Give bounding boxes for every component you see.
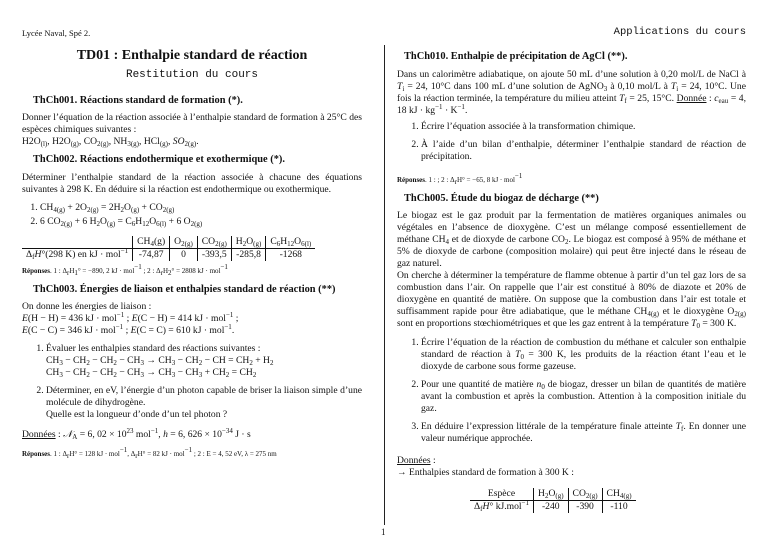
ex1-title: ThCh001. Réactions standard de formation (*). (33, 95, 243, 106)
table-header-cell (534, 488, 569, 501)
section-label: Applications du cours (613, 26, 746, 38)
text-run: · K (442, 105, 458, 116)
subscript: 1 (74, 269, 78, 277)
page-title: TD01 : Enthalpie standard de réaction (76, 48, 308, 63)
ex1-statement: Donner l’équation de la réaction associée à l’enthalpie standard de formation à 25°C des espèces chimiques suivantes : (22, 112, 362, 135)
subscript: r (66, 269, 70, 277)
ex5-table (470, 488, 636, 513)
ex5-q2 (421, 379, 746, 415)
table-value-cell: -285,8 (231, 249, 266, 262)
ex3-q1-text: Évaluer les enthalpies standard des réactions suivantes : (46, 343, 261, 354)
subscript: r (135, 452, 138, 460)
text-run: J · s (232, 429, 251, 440)
math-symbol: c (714, 93, 719, 104)
text-run: O (174, 236, 182, 247)
text-run: (C − C) = 346 kJ · mol (27, 325, 116, 336)
text-run: − CH (62, 355, 87, 366)
text-run: Pour une quantité de matière (421, 379, 537, 390)
subscript: 2 (86, 359, 90, 367)
math-symbol: n (536, 379, 542, 390)
text-run: = 4, 18 kJ · kg (397, 93, 746, 116)
table-row-label (470, 501, 534, 514)
table-value-cell: -110 (602, 501, 636, 514)
subscript: 3 (171, 359, 176, 367)
text-run: + CH (202, 367, 226, 378)
math-symbol: h (163, 429, 168, 440)
math-symbol: T (670, 81, 677, 92)
ex3-data (22, 429, 362, 441)
text-run: H (135, 216, 143, 227)
text-run: . (196, 136, 199, 147)
subscript: 3 (140, 371, 144, 379)
text-run: → CH (143, 367, 172, 378)
superscript: 23 (126, 427, 134, 435)
bold-run: Réponses (22, 450, 51, 458)
subscript: i (676, 85, 679, 93)
table-value-cell: -74,87 (133, 249, 170, 262)
text-run: − CH (116, 355, 141, 366)
text-run: ; (123, 325, 131, 336)
text-run: , HCl (139, 136, 160, 147)
subscript: 2(g) (86, 206, 99, 214)
ex2-text: Déterminer l’enthalpie standard de la réaction associée à chacune des équations suivantes à 298 K. En déduire si la réaction est endothermique ou exothermique. (22, 172, 362, 195)
text-run: et de dioxyde de carbone CO (449, 234, 565, 245)
superscript: −34 (221, 427, 233, 435)
subscript: 2 (113, 359, 117, 367)
table-header-cell (231, 236, 266, 249)
text-run: , H2O (47, 136, 71, 147)
subscript: i (402, 85, 405, 93)
ex3-answers (22, 446, 362, 460)
ex5-data-line: → Enthalpies standard de formation à 300 K : (397, 467, 574, 478)
text-run: = 24, 10°C dans 100 mL d’une solution de AgNO (404, 81, 604, 92)
text-run: O (124, 202, 131, 213)
subscript: 3 (59, 371, 63, 379)
text-run: H (69, 267, 75, 275)
subscript: (g) (555, 492, 564, 500)
ex3-intro: On donne les énergies de liaison : (22, 301, 152, 312)
table-value-cell: -240 (534, 501, 569, 514)
ex5-paragraph-2 (397, 270, 746, 330)
subscript: 2 (242, 240, 247, 248)
subscript: (g) (159, 140, 168, 148)
text-run: O (100, 216, 107, 227)
text-run: H° = −65, 8 kJ · mol (456, 176, 515, 184)
subscript: 4 (150, 240, 154, 248)
text-run: ; (233, 313, 239, 324)
ex3-energy-1 (22, 313, 362, 325)
subscript: 2(g) (215, 240, 227, 248)
text-run: CO (201, 236, 216, 247)
ex3-q2b-text: Quelle est la longueur d’onde d’un tel photon ? (46, 409, 228, 420)
ex2-answers (22, 263, 228, 277)
text-run: . (231, 325, 235, 336)
subscript: (g) (253, 240, 262, 248)
text-run: CH (40, 202, 54, 213)
text-run: Δ (26, 249, 33, 260)
text-run: . Le biogaz est composé à 95% de méthane et 5% de dioxyde de carbone (composition molaire) qui peut être injecté dans le réseau de gaz naturel. (397, 234, 746, 269)
subscript: 2(g) (181, 240, 193, 248)
column-divider (384, 45, 385, 525)
superscript: −1 (521, 499, 529, 507)
text-run: − CH (89, 355, 114, 366)
text-run: Δ (474, 501, 481, 512)
table-header-cell (197, 236, 231, 249)
subscript: 6(l) (156, 220, 167, 228)
text-run: = 24, 10°C. Une fois la réaction terminée, la température du milieu atteint (397, 81, 746, 104)
text-run: = 2H (98, 202, 121, 213)
superscript: −1 (514, 172, 523, 180)
school-label: Lycée Naval, Spé 2. (22, 28, 91, 38)
subscript: A (72, 433, 78, 441)
text-run: . (464, 105, 468, 116)
subscript: 2 (249, 359, 253, 367)
subscript: r (66, 452, 70, 460)
text-run: Le biogaz est le gaz produit par la fermentation de matières organiques animales ou végétales en l’absence de dioxygène. C’est un mélange composé essentiellement de méthane CH (397, 210, 746, 245)
table-value-cell: -393,5 (197, 249, 231, 262)
text-run: + 6 O (166, 216, 191, 227)
subscript: 2 (198, 359, 203, 367)
ex5-data-label: Données (397, 455, 431, 466)
superscript: −1 (435, 103, 443, 111)
ex5-body: Le biogaz est le gaz produit par la fermentation de matières organiques animales ou végétales en l’absence de dioxygène. C’est un mélange composé essentiellement de méthane $CH_4$ et de dioxyde de carbone $CO_2$. Le biogaz est composé à 95% de méthane et 5% de dioxyde de carbone (composition molaire) qui peut être injecté dans le réseau de gaz naturel. On cherche à déterminer la température de flamme obtenue à partir d’un tel gaz lors de sa combustion dans l’air. On rappelle que l’air est constitué à 80% de diazote et 20% de dioxygène en quantité de matière. On suppose que la combustion dans l’air est totale et suffisamment rapide pour être adiabatique, que le méthane $CH_{4(g)}$ et le dioxygène $O_{2(g)}$ sont en proportions stœchiométriques et que les gaz entrent à la température $T_0 = 300$ K. 1. Écrire l’équation de la réaction de combustion du méthane et calculer son enthalpie standard de réaction à $T_0 = 300$ K, les produits de la réaction étant l’eau et le dioxyde de carbone sous forme gazeuse. 2. Pour une quantité de matière $n_0$ de biogaz, dresser un bilan de quantités de matière avant la combustion et après la combustion. Attention à la composition initiale du gaz. 3. En déduire l’expression littérale de la température finale atteinte $T_f$. En donner une valeur numérique approchée. Données : → Enthalpies standard de formation à 300 K : (397, 210, 746, 479)
subscript: 3(g) (127, 140, 140, 148)
ex3-q2 (46, 385, 362, 421)
text-run: , (158, 429, 164, 440)
ex2-equations (22, 202, 362, 234)
text-run: . 1 : Δ (50, 450, 67, 458)
subscript: 6 (276, 240, 281, 248)
subscript: 2(g) (734, 310, 746, 318)
text-run: ; 2 : E = 4, 52 eV, λ = 275 nm (192, 450, 277, 458)
text-run: CH (606, 488, 620, 499)
subscript: 3 (140, 359, 144, 367)
text-run: (C − H) = 414 kJ · mol (137, 313, 226, 324)
text-run: 6 CO (40, 216, 61, 227)
ex3-body (22, 301, 362, 459)
subscript: 2(g) (190, 220, 203, 228)
text-run: − CH (116, 367, 141, 378)
text-run: − CH (175, 367, 199, 378)
subscript: (g) (130, 206, 140, 214)
text-run: sont en proportions stœchiométriques et que les gaz entrent à la température (397, 318, 692, 329)
text-run: H (235, 236, 243, 247)
superscript: −1 (225, 311, 234, 319)
superscript: −1 (120, 247, 129, 255)
ex3-q1 (46, 343, 362, 379)
text-run: = 300 K. (699, 318, 737, 329)
text-run: H2O (22, 136, 41, 147)
ex5-q1 (421, 337, 746, 373)
text-run: − CH = CH (202, 355, 250, 366)
ex5-q3 (421, 421, 746, 445)
ex10-questions (397, 121, 746, 169)
math-symbol: E (130, 325, 137, 336)
subscript: 2 (544, 492, 549, 500)
ex3-title: ThCh003. Énergies de liaison et enthalpies standard de réaction (**) (33, 284, 336, 295)
text-run: On cherche à déterminer la température de flamme obtenue à partir d’un tel gaz lors de sa combustion dans l’air. On rappelle que l’air est constitué à 80% de diazote et 20% de dioxygène en quantité de matière. On suppose que la combustion dans l’air est totale et suffisamment rapide pour être adiabatique, que le méthane CH (397, 270, 746, 317)
text-run: H (162, 267, 169, 275)
ex10-q1: 1. Écrire l’équation associée à la transformation chimique. (421, 121, 746, 133)
text-run: ° = 2808 kJ · mol (171, 267, 221, 275)
subscript: 2 (225, 371, 230, 379)
text-run: de biogaz, dresser un bilan de quantités de matière avant la combustion et après la combustion. Attention à la composition initiale du gaz. (421, 379, 746, 414)
text-run: : (55, 429, 64, 440)
subscript: 6(l) (301, 240, 312, 248)
table-header-cell (22, 236, 133, 249)
text-run: , NH (108, 136, 128, 147)
subscript: (g) (106, 220, 116, 228)
subscript: r (160, 269, 163, 277)
math-symbol: T (691, 318, 697, 329)
text-run: C (270, 236, 277, 247)
text-run: En déduire l’expression littérale de la température finale atteinte (421, 421, 676, 432)
text-run: H (538, 488, 545, 499)
table-header-cell (170, 236, 198, 249)
text-run: = 25, 15°C. (626, 93, 677, 104)
subscript: 3 (171, 371, 176, 379)
underlined-run: Données (22, 429, 56, 440)
text-run: O (294, 236, 302, 247)
text-run: → CH (143, 355, 172, 366)
text-run: − CH (175, 355, 199, 366)
subscript: 3 (198, 371, 203, 379)
superscript: −1 (115, 323, 124, 331)
superscript: −1 (150, 427, 159, 435)
math-symbol: E (22, 313, 28, 324)
ex3-energy-2 (22, 325, 362, 337)
text-run: H° = 128 kJ · mol (69, 450, 120, 458)
page-subtitle: Restitution du cours (125, 69, 259, 81)
subscript: eau (718, 97, 729, 105)
text-run: = 300 K, les produits de la réaction étant l’eau et le dioxyde de carbone sous forme gazeuse. (421, 349, 746, 372)
subscript: 2 (269, 359, 274, 367)
bold-run: Réponses (397, 176, 426, 184)
text-run: , Δ (127, 450, 136, 458)
subscript: 2 (168, 269, 172, 277)
text-run: + CO (139, 202, 163, 213)
text-run: CH (46, 355, 60, 366)
text-run: et le dioxygène O (659, 306, 735, 317)
table-value-cell: -1268 (266, 249, 315, 262)
subscript: r (454, 178, 457, 186)
text-run: O (548, 488, 556, 499)
table-value-cell: -390 (568, 501, 602, 514)
page-number: 1 (381, 527, 386, 537)
ex2-eq2 (40, 216, 362, 228)
text-run: CH (46, 367, 60, 378)
subscript: 4 (445, 238, 450, 246)
subscript: 2 (113, 371, 117, 379)
superscript: −1 (224, 323, 232, 331)
superscript: −1 (134, 263, 142, 271)
subscript: 2 (564, 238, 569, 246)
subscript: 2(g) (60, 220, 73, 228)
text-run: = C (115, 216, 132, 227)
ex1-species (22, 136, 199, 147)
text-run: O (149, 216, 157, 227)
text-run: ° = −890, 2 kJ · mol (77, 267, 135, 275)
subscript: f (480, 505, 483, 513)
subscript: 3 (59, 359, 63, 367)
ex10-text (397, 69, 746, 117)
ex10-q2: 2. À l’aide d’un bilan d’enthalpie, déterminer l’enthalpie standard de réaction de précipitation. (421, 139, 746, 163)
math-symbol: T (619, 93, 625, 104)
text-run: CO (572, 488, 586, 499)
text-run: H (280, 236, 288, 247)
text-run: O (246, 236, 254, 247)
subscript: f (624, 97, 627, 105)
text-run: ° kJ.mol (489, 501, 522, 512)
math-symbol: H (482, 501, 490, 512)
table-header-cell (568, 488, 602, 501)
text-run: Espèce (487, 488, 516, 499)
text-run: : (706, 93, 715, 104)
superscript: −1 (457, 103, 465, 111)
text-run: . En donner une valeur numérique approchée. (421, 421, 746, 444)
text-run: °(298 K) en kJ · mol (41, 249, 121, 260)
superscript: −1 (119, 446, 128, 454)
ex3-reaction-2 (46, 367, 256, 378)
underlined-run: Donnée (676, 93, 707, 104)
bold-run: Réponses (22, 267, 51, 275)
subscript: 2(g) (162, 206, 175, 214)
ex2-title: ThCh002. Réactions endothermique et exothermique (*). (33, 154, 285, 165)
subscript: 2(g) (97, 140, 109, 148)
table-row-label (22, 249, 133, 262)
text-run: , CO (78, 136, 98, 147)
math-symbol: 𝒩 (63, 429, 73, 440)
text-run: CH (137, 236, 151, 247)
subscript: 4(g) (619, 492, 632, 500)
text-run: + 2O (65, 202, 87, 213)
subscript: 0 (696, 322, 700, 330)
table-header-cell (266, 236, 315, 249)
math-symbol: E (22, 325, 28, 336)
math-symbol: H (34, 249, 42, 260)
ex5-title: ThCh005. Étude du biogaz de décharge (**) (404, 193, 599, 204)
table-value-cell: 0 (170, 249, 198, 262)
text-run: + 6 H (72, 216, 97, 227)
subscript: 2 (86, 371, 90, 379)
math-symbol: T (515, 349, 521, 360)
text-run: (H − H) = 436 kJ · mol (27, 313, 117, 324)
ex5-paragraph-1 (397, 210, 746, 270)
ex3-reaction-1 (46, 355, 273, 366)
subscript: 2(g) (585, 492, 598, 500)
text-run: à 0,10 mol/L à (607, 81, 671, 92)
ex1-text (22, 112, 362, 148)
subscript: 12 (142, 220, 150, 228)
text-run: H° = 82 kJ · mol (137, 450, 185, 458)
text-run: mol (133, 429, 151, 440)
text-run: ; (124, 313, 132, 324)
subscript: (l) (40, 140, 48, 148)
text-run: + H (252, 355, 270, 366)
math-symbol: E (131, 313, 138, 324)
math-symbol: SO (172, 136, 185, 147)
math-symbol: T (397, 81, 403, 92)
subscript: 0 (541, 383, 545, 391)
superscript: −1 (220, 263, 228, 271)
math-symbol: T (675, 421, 682, 432)
subscript: 2 (252, 371, 257, 379)
ex10-title: ThCh010. Enthalpie de précipitation de AgCl (**). (404, 51, 628, 62)
text-run: ; 2 : Δ (141, 267, 161, 275)
ex10-answers (397, 172, 523, 186)
text-run: − CH (62, 367, 87, 378)
subscript: 2 (120, 206, 125, 214)
subscript: 0 (520, 353, 524, 361)
text-run: (C = C) = 610 kJ · mol (136, 325, 225, 336)
text-run: = 6, 626 × 10 (167, 429, 222, 440)
text-run: , (167, 136, 173, 147)
text-run: . 1 : Δ (50, 267, 67, 275)
text-run: = 6, 02 × 10 (77, 429, 127, 440)
subscript: 3 (603, 85, 608, 93)
ex3-q2-text: Déterminer, en eV, l’énergie d’un photon capable de briser la liaison simple d’une molécule de dihydrogène. (46, 385, 362, 408)
superscript: −1 (116, 311, 125, 319)
superscript: −1 (184, 446, 193, 454)
subscript: f (681, 425, 684, 433)
text-run: Écrire l’équation de la réaction de combustion du méthane et calculer son enthalpie standard de réaction à (421, 337, 746, 360)
subscript: (g) (70, 140, 79, 148)
subscript: 2 (96, 220, 101, 228)
text-run: − CH (89, 367, 114, 378)
table-header-cell (133, 236, 170, 249)
subscript: f (32, 253, 35, 261)
text-run: Dans un calorimètre adiabatique, on ajoute 50 mL d’une solution à 0,20 mol/L de NaCl à (397, 69, 746, 80)
subscript: 4(g) (647, 310, 660, 318)
ex2-eq1 (40, 202, 362, 214)
subscript: 2(g) (184, 140, 197, 148)
text-run: = CH (229, 367, 253, 378)
subscript: 4(g) (53, 206, 65, 214)
subscript: 12 (287, 240, 295, 248)
ex2-table (22, 236, 315, 261)
subscript: 6 (131, 220, 136, 228)
text-run: . 1 : ; 2 : Δ (425, 176, 455, 184)
text-run: (g) (153, 236, 166, 247)
table-header-cell (602, 488, 636, 501)
